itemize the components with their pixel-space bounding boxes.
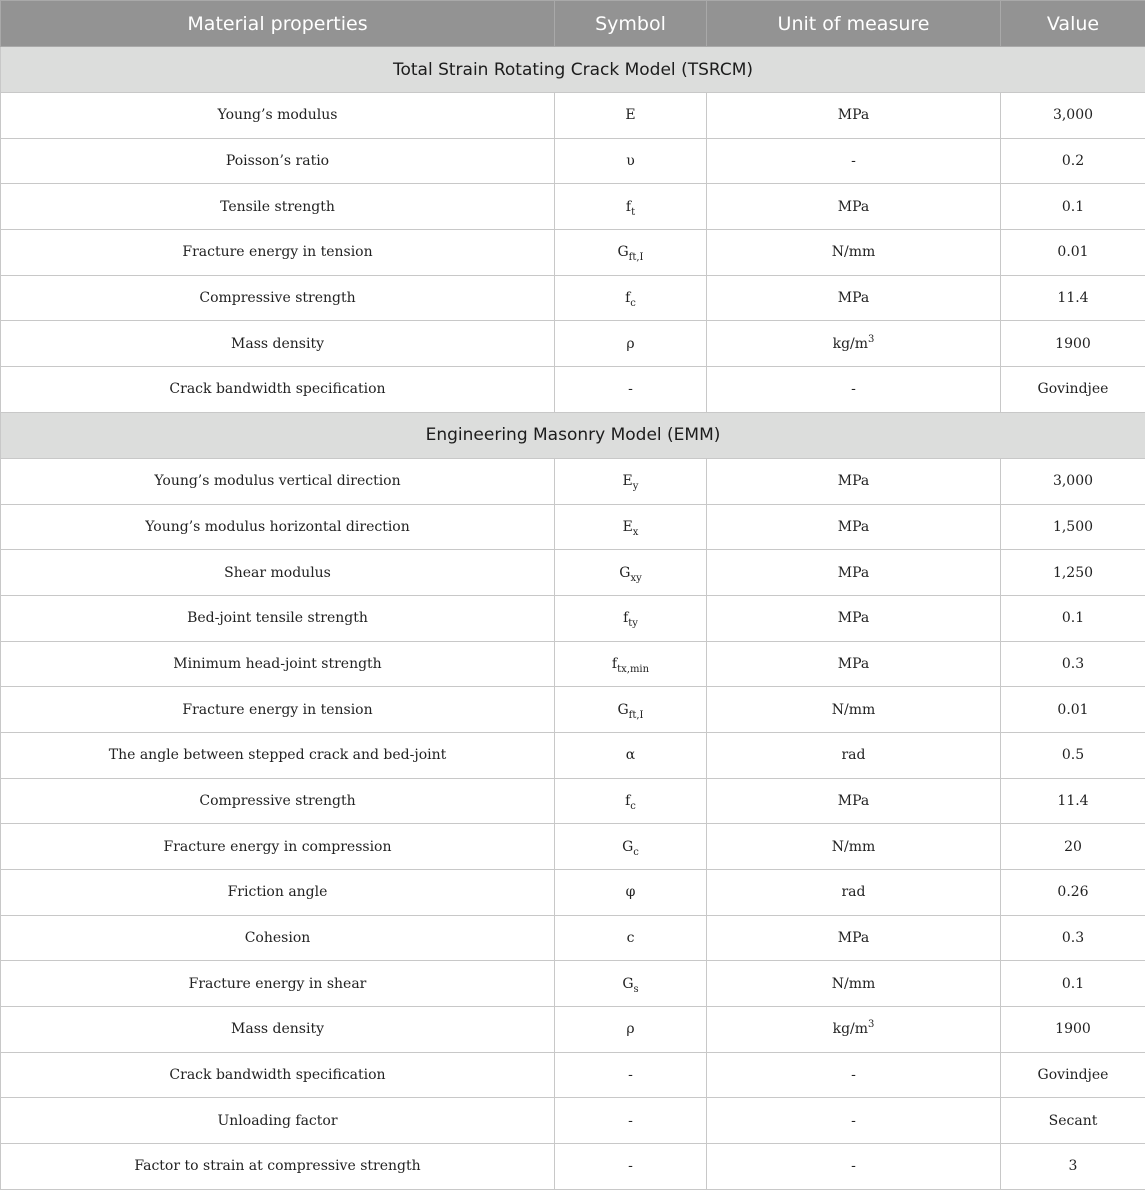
symbol-main: E: [623, 519, 633, 535]
symbol-subscript: x: [633, 527, 639, 538]
unit-cell: [707, 1052, 1001, 1098]
symbol-main: φ: [626, 884, 636, 900]
table-row: [1, 1098, 1145, 1144]
symbol-main: f: [626, 199, 631, 215]
unit-cell: [707, 275, 1001, 321]
symbol-cell: [555, 321, 707, 367]
table-body: [1, 47, 1145, 1190]
section-header-row: [1, 47, 1145, 93]
property-cell: Fracture energy in shear: [1, 961, 555, 1007]
header-row: [1, 1, 1145, 47]
table-row: [1, 915, 1145, 961]
symbol-main: ρ: [626, 1021, 634, 1037]
property-cell: Factor to strain at compressive strength: [1, 1144, 555, 1190]
symbol-cell: [555, 275, 707, 321]
property-cell: Unloading factor: [1, 1098, 555, 1144]
symbol-subscript: c: [633, 847, 639, 858]
table-row: [1, 595, 1145, 641]
unit-cell: [707, 184, 1001, 230]
table-row: [1, 961, 1145, 1007]
value-cell: 0.3: [1001, 641, 1145, 687]
table-row: [1, 824, 1145, 870]
symbol-main: G: [622, 839, 633, 855]
unit-cell: [707, 870, 1001, 916]
property-cell: Crack bandwidth specification: [1, 367, 555, 413]
value-cell: 0.3: [1001, 915, 1145, 961]
unit-cell: [707, 1144, 1001, 1190]
unit-cell: [707, 367, 1001, 413]
unit-main: MPa: [838, 473, 869, 489]
unit-cell: [707, 504, 1001, 550]
section-title: Total Strain Rotating Crack Model (TSRCM): [1, 47, 1145, 93]
unit-main: -: [851, 1067, 856, 1083]
property-cell: The angle between stepped crack and bed-joint: [1, 732, 555, 778]
symbol-cell: [555, 1007, 707, 1053]
symbol-cell: [555, 687, 707, 733]
value-cell: Govindjee: [1001, 1052, 1145, 1098]
property-cell: Young’s modulus vertical direction: [1, 458, 555, 504]
unit-cell: [707, 138, 1001, 184]
symbol-main: G: [619, 565, 630, 581]
symbol-main: c: [627, 930, 635, 946]
unit-cell: [707, 93, 1001, 139]
symbol-subscript: ft,I: [629, 710, 644, 721]
unit-main: N/mm: [832, 244, 876, 260]
symbol-subscript: c: [630, 298, 636, 309]
unit-cell: [707, 961, 1001, 1007]
symbol-main: υ: [626, 153, 635, 169]
header-symbol: Symbol: [555, 1, 707, 47]
symbol-cell: [555, 138, 707, 184]
symbol-cell: [555, 93, 707, 139]
property-cell: Crack bandwidth specification: [1, 1052, 555, 1098]
property-cell: Young’s modulus: [1, 93, 555, 139]
symbol-cell: [555, 641, 707, 687]
value-cell: 1,500: [1001, 504, 1145, 550]
unit-cell: [707, 595, 1001, 641]
value-cell: 1900: [1001, 1007, 1145, 1053]
unit-cell: [707, 687, 1001, 733]
unit-cell: [707, 824, 1001, 870]
symbol-main: -: [628, 1067, 633, 1083]
symbol-cell: [555, 367, 707, 413]
symbol-cell: [555, 1144, 707, 1190]
symbol-main: f: [612, 656, 617, 672]
unit-main: kg/m: [833, 336, 868, 352]
table-row: [1, 275, 1145, 321]
table-row: [1, 504, 1145, 550]
symbol-main: G: [617, 244, 628, 260]
table-row: [1, 1144, 1145, 1190]
table-row: [1, 321, 1145, 367]
unit-main: kg/m: [833, 1021, 868, 1037]
table-row: [1, 687, 1145, 733]
unit-main: MPa: [838, 793, 869, 809]
value-cell: 1,250: [1001, 550, 1145, 596]
value-cell: 1900: [1001, 321, 1145, 367]
table-header: [1, 1, 1145, 47]
symbol-subscript: xy: [630, 573, 641, 584]
symbol-cell: [555, 595, 707, 641]
value-cell: 0.2: [1001, 138, 1145, 184]
table-row: [1, 550, 1145, 596]
unit-cell: [707, 778, 1001, 824]
symbol-subscript: s: [634, 984, 639, 995]
unit-main: MPa: [838, 107, 869, 123]
table-row: [1, 93, 1145, 139]
property-cell: Minimum head-joint strength: [1, 641, 555, 687]
property-cell: Compressive strength: [1, 778, 555, 824]
unit-main: -: [851, 381, 856, 397]
unit-main: MPa: [838, 930, 869, 946]
value-cell: 0.01: [1001, 230, 1145, 276]
table-row: [1, 230, 1145, 276]
unit-main: N/mm: [832, 839, 876, 855]
property-cell: Mass density: [1, 321, 555, 367]
table-row: [1, 458, 1145, 504]
table-row: [1, 778, 1145, 824]
unit-main: -: [851, 1113, 856, 1129]
value-cell: 0.5: [1001, 732, 1145, 778]
section-title: Engineering Masonry Model (EMM): [1, 412, 1145, 458]
symbol-main: E: [625, 107, 635, 123]
symbol-subscript: y: [633, 481, 639, 492]
symbol-cell: [555, 870, 707, 916]
symbol-subscript: ty: [628, 618, 638, 629]
symbol-cell: [555, 184, 707, 230]
value-cell: Secant: [1001, 1098, 1145, 1144]
symbol-main: f: [625, 290, 630, 306]
symbol-subscript: tx,min: [617, 664, 649, 675]
symbol-cell: [555, 732, 707, 778]
unit-cell: [707, 550, 1001, 596]
symbol-cell: [555, 824, 707, 870]
symbol-cell: [555, 504, 707, 550]
unit-cell: [707, 1007, 1001, 1053]
property-cell: Fracture energy in tension: [1, 230, 555, 276]
value-cell: 0.1: [1001, 595, 1145, 641]
property-cell: Poisson’s ratio: [1, 138, 555, 184]
table-row: [1, 870, 1145, 916]
property-cell: Bed-joint tensile strength: [1, 595, 555, 641]
unit-cell: [707, 230, 1001, 276]
property-cell: Cohesion: [1, 915, 555, 961]
value-cell: 11.4: [1001, 275, 1145, 321]
table-row: [1, 184, 1145, 230]
unit-main: -: [851, 153, 856, 169]
unit-cell: [707, 1098, 1001, 1144]
symbol-main: E: [623, 473, 633, 489]
unit-main: MPa: [838, 199, 869, 215]
table-row: [1, 732, 1145, 778]
value-cell: 11.4: [1001, 778, 1145, 824]
property-cell: Friction angle: [1, 870, 555, 916]
table-row: [1, 138, 1145, 184]
value-cell: 3,000: [1001, 458, 1145, 504]
table-row: [1, 1052, 1145, 1098]
unit-superscript: 3: [868, 334, 874, 345]
unit-superscript: 3: [868, 1019, 874, 1030]
header-material-properties: Material properties: [1, 1, 555, 47]
value-cell: Govindjee: [1001, 367, 1145, 413]
symbol-main: -: [628, 1113, 633, 1129]
symbol-main: G: [617, 702, 628, 718]
symbol-cell: [555, 230, 707, 276]
symbol-main: -: [628, 1158, 633, 1174]
symbol-main: G: [622, 976, 633, 992]
symbol-cell: [555, 1098, 707, 1144]
property-cell: Young’s modulus horizontal direction: [1, 504, 555, 550]
property-cell: Tensile strength: [1, 184, 555, 230]
symbol-subscript: ft,I: [629, 252, 644, 263]
symbol-cell: [555, 550, 707, 596]
section-header-row: [1, 412, 1145, 458]
unit-cell: [707, 915, 1001, 961]
table-row: [1, 1007, 1145, 1053]
unit-main: N/mm: [832, 976, 876, 992]
unit-cell: [707, 641, 1001, 687]
symbol-subscript: t: [631, 207, 635, 218]
symbol-cell: [555, 1052, 707, 1098]
unit-main: MPa: [838, 610, 869, 626]
symbol-main: f: [625, 793, 630, 809]
symbol-main: ρ: [626, 336, 634, 352]
value-cell: 3: [1001, 1144, 1145, 1190]
unit-main: N/mm: [832, 702, 876, 718]
unit-main: rad: [841, 884, 865, 900]
unit-cell: [707, 321, 1001, 367]
unit-main: -: [851, 1158, 856, 1174]
table-row: [1, 641, 1145, 687]
value-cell: 0.1: [1001, 184, 1145, 230]
symbol-main: α: [626, 747, 635, 763]
property-cell: Mass density: [1, 1007, 555, 1053]
value-cell: 0.1: [1001, 961, 1145, 1007]
property-cell: Shear modulus: [1, 550, 555, 596]
unit-main: MPa: [838, 656, 869, 672]
table-row: [1, 367, 1145, 413]
unit-main: MPa: [838, 519, 869, 535]
unit-cell: [707, 732, 1001, 778]
symbol-main: f: [623, 610, 628, 626]
symbol-cell: [555, 915, 707, 961]
unit-main: rad: [841, 747, 865, 763]
symbol-cell: [555, 458, 707, 504]
symbol-cell: [555, 778, 707, 824]
value-cell: 0.26: [1001, 870, 1145, 916]
header-value: Value: [1001, 1, 1145, 47]
symbol-cell: [555, 961, 707, 1007]
value-cell: 3,000: [1001, 93, 1145, 139]
property-cell: Compressive strength: [1, 275, 555, 321]
unit-main: MPa: [838, 290, 869, 306]
unit-cell: [707, 458, 1001, 504]
property-cell: Fracture energy in tension: [1, 687, 555, 733]
property-cell: Fracture energy in compression: [1, 824, 555, 870]
value-cell: 0.01: [1001, 687, 1145, 733]
header-unit-of-measure: Unit of measure: [707, 1, 1001, 47]
unit-main: MPa: [838, 565, 869, 581]
value-cell: 20: [1001, 824, 1145, 870]
symbol-subscript: c: [630, 801, 636, 812]
symbol-main: -: [628, 381, 633, 397]
